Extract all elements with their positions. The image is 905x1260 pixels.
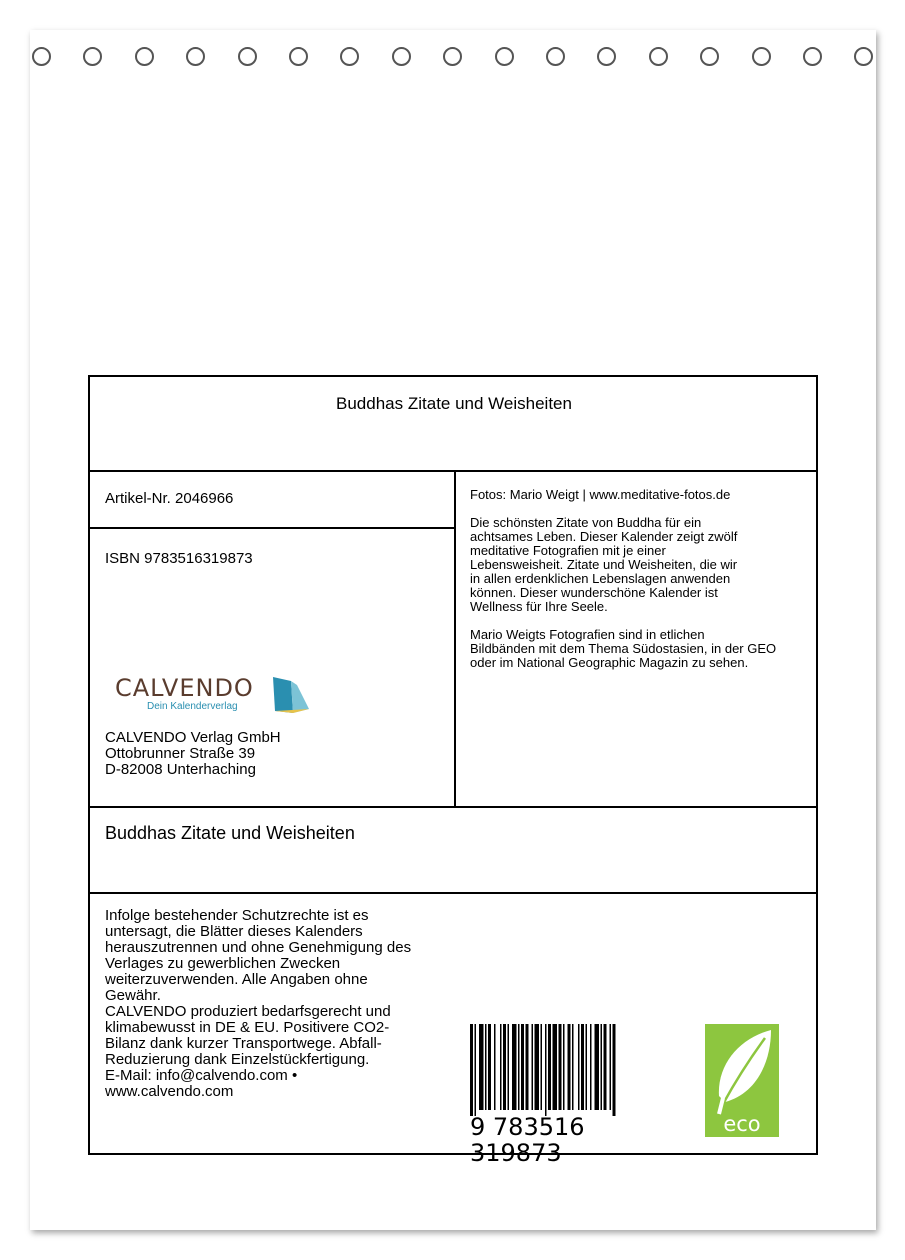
barcode-bar: [535, 1024, 540, 1110]
description-line: in allen erdenklichen Lebenslagen anwenden: [470, 571, 731, 586]
ring-hole-icon: [392, 47, 411, 66]
calvendo-mark-icon: [271, 675, 311, 715]
ring-hole-icon: [495, 47, 514, 66]
eco-leaf-icon: [705, 1024, 779, 1137]
barcode-bar: [572, 1024, 574, 1110]
barcode-bar: [613, 1024, 616, 1116]
isbn-barcode: [470, 1024, 660, 1167]
description-line: Die schönsten Zitate von Buddha für ein: [470, 515, 702, 530]
isbn: ISBN 9783516319873: [105, 550, 253, 567]
barcode-bar: [604, 1024, 607, 1110]
ring-hole-icon: [135, 47, 154, 66]
calendar-title-secondary: Buddhas Zitate und Weisheiten: [105, 823, 355, 843]
ring-hole-icon: [854, 47, 873, 66]
legal-line: Verlages zu gewerblichen Zwecken: [105, 955, 341, 972]
description-line: meditative Fotografien mit je einer: [470, 543, 666, 558]
publisher-line: CALVENDO Verlag GmbH: [105, 729, 281, 746]
barcode-bar: [578, 1024, 580, 1110]
barcode-bar: [488, 1024, 491, 1110]
publisher-line: D-82008 Unterhaching: [105, 761, 256, 778]
barcode-bar: [500, 1024, 502, 1110]
ring-hole-icon: [546, 47, 565, 66]
barcode-bar: [553, 1024, 558, 1110]
ring-hole-icon: [289, 47, 308, 66]
author-bio: [470, 628, 776, 670]
barcode-bar: [479, 1024, 484, 1110]
ring-hole-icon: [803, 47, 822, 66]
barcode-bar: [601, 1024, 603, 1110]
divider: [90, 527, 454, 529]
barcode-bar: [581, 1024, 584, 1110]
logo-wordmark: CALVENDO: [115, 674, 254, 702]
legal-line: www.calvendo.com: [105, 1083, 234, 1100]
eco-label: eco: [723, 1112, 761, 1136]
barcode-bar: [559, 1024, 562, 1110]
description-line: achtsames Leben. Dieser Kalender zeigt zwölf: [470, 529, 738, 544]
barcode-bar: [526, 1024, 529, 1110]
article-number: Artikel-Nr. 2046966: [105, 490, 234, 507]
legal-line: weiterzuverwenden. Alle Angaben ohne: [105, 971, 368, 988]
ring-hole-icon: [700, 47, 719, 66]
ring-hole-icon: [649, 47, 668, 66]
logo-tagline: Dein Kalenderverlag: [147, 701, 238, 712]
barcode-bars-icon: [470, 1024, 660, 1116]
legal-line: CALVENDO produziert bedarfsgerecht und: [105, 1003, 391, 1020]
barcode-bar: [532, 1024, 534, 1110]
ring-hole-icon: [443, 47, 462, 66]
ring-hole-icon: [186, 47, 205, 66]
calendar-title: Buddhas Zitate und Weisheiten: [336, 394, 572, 413]
author-line: Mario Weigts Fotografien sind in etlichen: [470, 627, 705, 642]
legal-line: untersagt, die Blätter dieses Kalenders: [105, 923, 363, 940]
ring-hole-icon: [752, 47, 771, 66]
legal-line: Reduzierung dank Einzelstückfertigung.: [105, 1051, 370, 1068]
barcode-bar: [568, 1024, 571, 1110]
column-divider: [454, 470, 456, 806]
info-panel: [88, 375, 818, 1167]
legal-line: Bilanz dank kurzer Transportwege. Abfall-: [105, 1035, 382, 1052]
divider: [90, 892, 818, 894]
barcode-bar: [590, 1024, 592, 1110]
ring-hole-icon: [32, 47, 51, 66]
description-line: Wellness für Ihre Seele.: [470, 599, 608, 614]
ring-hole-icon: [238, 47, 257, 66]
barcode-bar: [475, 1024, 477, 1116]
barcode-bar: [563, 1024, 565, 1110]
ring-hole-icon: [340, 47, 359, 66]
publisher-line: Ottobrunner Straße 39: [105, 745, 256, 762]
description-line: Lebensweisheit. Zitate und Weisheiten, die wir: [470, 557, 738, 572]
legal-notice: [105, 908, 411, 1100]
legal-line: klimabewusst in DE & EU. Positivere CO2-: [105, 1019, 390, 1036]
barcode-bar: [470, 1024, 473, 1116]
barcode-bar: [508, 1024, 510, 1110]
barcode-bar: [595, 1024, 600, 1110]
author-line: Bildbänden mit dem Thema Südostasien, in der GEO: [470, 641, 777, 656]
barcode-bar: [548, 1024, 551, 1110]
photos-credit: Fotos: Mario Weigt | www.meditative-fotos.de: [470, 487, 731, 502]
calvendo-logo: [115, 674, 290, 716]
barcode-bar: [521, 1024, 524, 1110]
ring-hole-icon: [597, 47, 616, 66]
barcode-bar: [485, 1024, 487, 1110]
author-line: oder im National Geographic Magazin zu sehen.: [470, 655, 749, 670]
barcode-bar: [545, 1024, 547, 1116]
publisher-address: [105, 730, 281, 778]
barcode-bar: [586, 1024, 588, 1110]
legal-line: Infolge bestehender Schutzrechte ist es: [105, 907, 369, 924]
description-column: [470, 488, 776, 684]
barcode-bar: [610, 1024, 612, 1110]
legal-line: Gewähr.: [105, 987, 161, 1004]
description-line: können. Dieser wunderschöne Kalender ist: [470, 585, 718, 600]
barcode-bar: [518, 1024, 520, 1110]
barcode-bar: [512, 1024, 517, 1110]
barcode-digits: 9 783516 319873: [470, 1113, 585, 1167]
ring-binding: [0, 0, 905, 80]
divider: [90, 806, 818, 808]
barcode-bar: [503, 1024, 506, 1110]
description: [470, 516, 776, 614]
legal-line: herauszutrennen und ohne Genehmigung des: [105, 939, 412, 956]
barcode-bar: [494, 1024, 496, 1110]
barcode-bar: [541, 1024, 543, 1110]
legal-line: E-Mail: info@calvendo.com •: [105, 1067, 298, 1084]
ring-hole-icon: [83, 47, 102, 66]
